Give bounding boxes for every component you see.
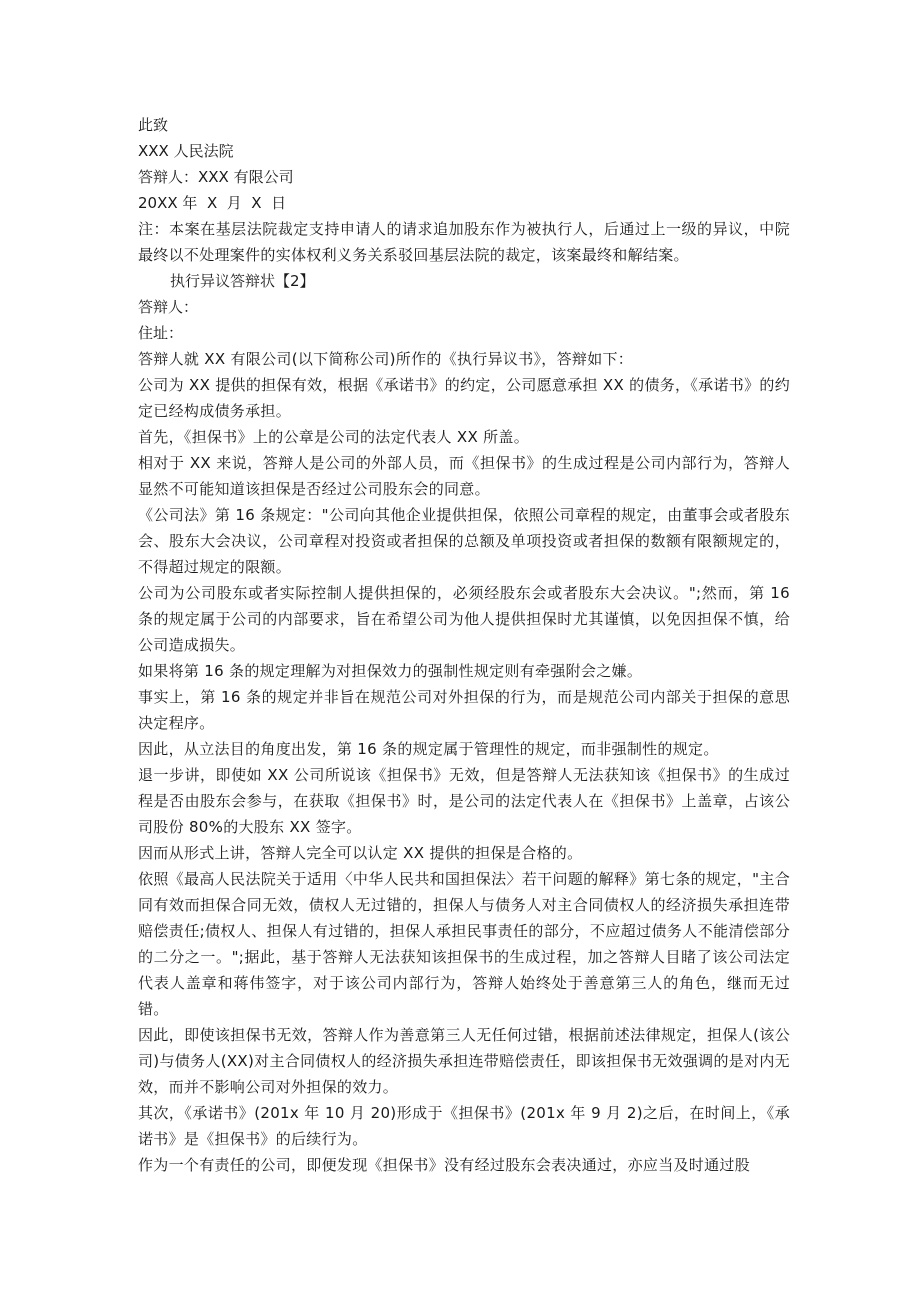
paragraph-good-faith-third-party: 因此，即使该担保书无效，答辩人作为善意第三人无任何过错，根据前述法律规定，担保人(该公司)与债务人(XX)对主合同债权人的经济损失承担连带赔偿责任，即该担保书无效强调的是对内无效，而并不影响公司对外担保的效力。 bbox=[138, 1026, 790, 1096]
address-label: 住址： bbox=[138, 324, 184, 342]
closing-date: 20XX 年 X 月 X 日 bbox=[138, 194, 287, 212]
paragraph-intro: 答辩人就 XX 有限公司(以下简称公司)所作的《执行异议书》，答辩如下： bbox=[138, 350, 634, 368]
closing-salutation: 此致 bbox=[138, 116, 169, 134]
paragraph-commitment-letter: 其次，《承诺书》(201x 年 10 月 20)形成于《担保书》(201x 年 9 月 2)之后，在时间上，《承诺书》是《担保书》的后续行为。 bbox=[138, 1104, 790, 1148]
paragraph-formal-validity: 因而从形式上讲，答辩人完全可以认定 XX 提供的担保是合格的。 bbox=[138, 844, 583, 862]
closing-respondent-signature: 答辩人：XXX 有限公司 bbox=[138, 168, 294, 186]
paragraph-shareholder-guarantee: 公司为公司股东或者实际控制人提供担保的，必须经股东会或者股东大会决议。";然而，第 16 条的规定属于公司的内部要求，旨在希望公司为他人提供担保时尤其谨慎，以免因担保不慎，给公司造成损失。 bbox=[138, 584, 790, 654]
section-title: 执行异议答辩状【2】 bbox=[170, 272, 315, 290]
paragraph-external-party: 相对于 XX 来说，答辩人是公司的外部人员，而《担保书》的生成过程是公司内部行为，答辩人显然不可能知道该担保是否经过公司股东会的同意。 bbox=[138, 454, 790, 498]
case-note: 注：本案在基层法院裁定支持申请人的请求追加股东作为被执行人，后通过上一级的异议，中院最终以不处理案件的实体权利义务关系驳回基层法院的裁定，该案最终和解结案。 bbox=[138, 220, 790, 264]
paragraph-judicial-interpretation: 依照《最高人民法院关于适用〈中华人民共和国担保法〉若干问题的解释》第七条的规定，"主合同有效而担保合同无效，债权人无过错的，担保人与债务人对主合同债权人的经济损失承担连带赔偿责任;债权人、担保人有过错的，担保人承担民事责任的部分，不应超过债务人不能清偿部分的二分之一。";据此，基于答辩人无法获知该担保书的生成过程，加之答辩人目睹了该公司法定代表人盖章和蒋伟签字，对于该公司内部行为，答辩人始终处于善意第三人的角色，继而无过错。 bbox=[138, 870, 790, 1018]
respondent-label: 答辩人： bbox=[138, 298, 199, 316]
paragraph-internal-procedure: 事实上，第 16 条的规定并非旨在规范公司对外担保的行为，而是规范公司内部关于担保的意思决定程序。 bbox=[138, 688, 790, 732]
paragraph-mandatory-interpretation: 如果将第 16 条的规定理解为对担保效力的强制性规定则有牵强附会之嫌。 bbox=[138, 662, 643, 680]
paragraph-company-law-16: 《公司法》第 16 条规定："公司向其他企业提供担保，依照公司章程的规定，由董事会或者股东会、股东大会决议，公司章程对投资或者担保的总额及单项投资或者担保的数额有限额规定的，不得超过规定的限额。 bbox=[138, 506, 790, 576]
paragraph-management-rule: 因此，从立法目的角度出发，第 16 条的规定属于管理性的规定，而非强制性的规定。 bbox=[138, 740, 719, 758]
closing-court: XXX 人民法院 bbox=[138, 142, 234, 160]
paragraph-responsible-company: 作为一个有责任的公司，即便发现《担保书》没有经过股东会表决通过，亦应当及时通过股 bbox=[138, 1156, 751, 1174]
paragraph-step-back: 退一步讲，即使如 XX 公司所说该《担保书》无效，但是答辩人无法获知该《担保书》的生成过程是否由股东会参与，在获取《担保书》时，是公司的法定代表人在《担保书》上盖章，占该公司股份 80%的大股东 XX 签字。 bbox=[138, 766, 790, 836]
paragraph-guarantee-valid: 公司为 XX 提供的担保有效，根据《承诺书》的约定，公司愿意承担 XX 的债务，《承诺书》的约定已经构成债务承担。 bbox=[138, 376, 790, 420]
document-body bbox=[138, 112, 790, 1178]
paragraph-seal: 首先，《担保书》上的公章是公司的法定代表人 XX 所盖。 bbox=[138, 428, 529, 446]
